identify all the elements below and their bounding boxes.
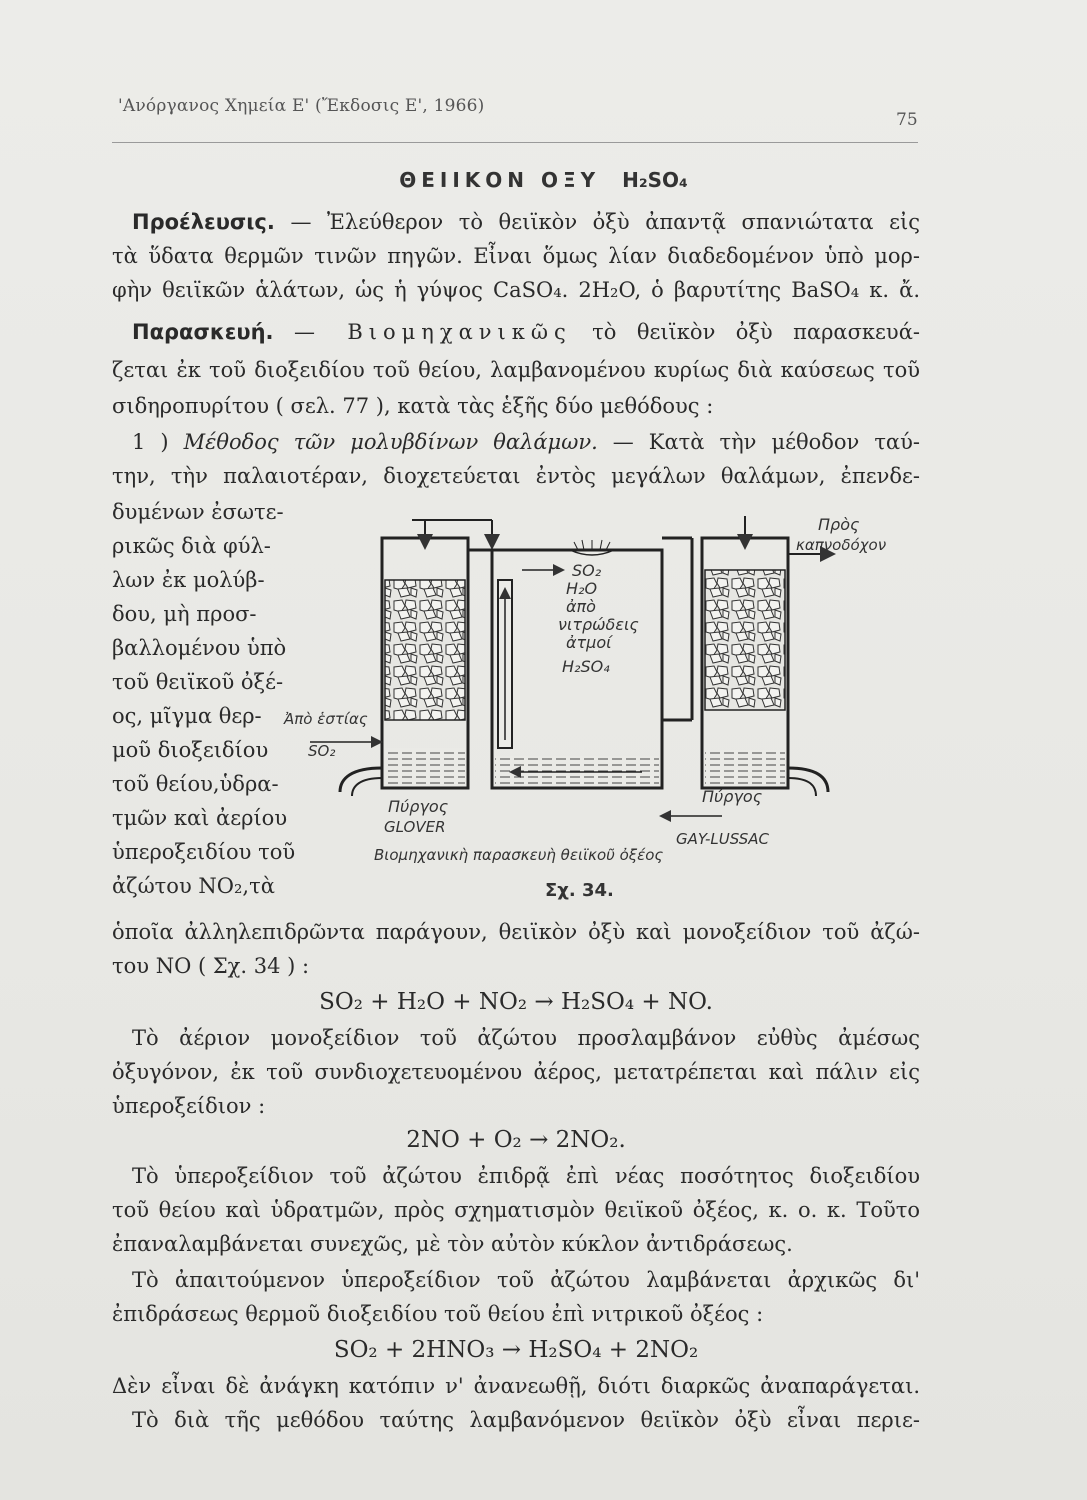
wrap-line-8: μοῦ διοξειδίου — [112, 738, 269, 762]
label-pyrgos-right: Πύργος — [702, 787, 763, 806]
running-header: 'Ανόργανος Χημεία Ε' (Ἔκδοσις Ε', 1966) — [118, 96, 485, 116]
para8-line: Τὸ διὰ τῆς μεθόδου ταύτης λαμβανόμενον θειϊκὸν ὀξὺ εἶναι περιε- — [132, 1408, 920, 1432]
para4-line2: ὀξυγόνον, ἐκ τοῦ συνδιοχετευομένου ἀέρος, μετατρέπεται καὶ πάλιν εἰς — [112, 1060, 920, 1084]
section-title-text: ΘΕΙΙΚΟΝ ΟΞΥ — [399, 168, 601, 192]
label-apo: ἀπὸ — [566, 597, 596, 616]
para1-line1 — [132, 208, 920, 236]
label-apo-estias: Ἀπὸ ἑστίας — [284, 710, 368, 728]
section-title — [0, 168, 1087, 192]
label-h2o: H₂O — [566, 579, 598, 598]
label-so2-in: SO₂ — [308, 742, 336, 760]
label-nitrodeis: νιτρώδεις — [558, 615, 639, 634]
para2-lead: Παρασκευή. — [132, 320, 274, 344]
para2-line3: σιδηροπυρίτου ( σελ. 77 ), κατὰ τὰς ἑξῆς δύο μεθόδους : — [112, 394, 714, 418]
equation-1: SO₂ + H₂O + NO₂ → H₂SO₄ + NO. — [319, 989, 713, 1015]
wrap-line-12: ἀζώτου NO₂,τὰ — [112, 874, 275, 898]
wrap-line-4: δου, μὴ προσ- — [112, 602, 257, 626]
para1-lead: Προέλευσις. — [132, 210, 275, 234]
gay-lussac-tower — [702, 516, 832, 796]
header-rule — [112, 142, 918, 143]
para1-text1: — Ἐλεύθερον τὸ θειϊκὸν ὀξὺ ἀπαντᾷ σπανιώτατα εἰς — [290, 210, 920, 234]
para2-line1 — [132, 318, 920, 346]
wrap-line-7: ος, μῖγμα θερ- — [112, 704, 262, 728]
para3-line1 — [132, 428, 920, 456]
label-so2: SO₂ — [572, 561, 602, 580]
label-gay-lussac: GAY-LUSSAC — [676, 830, 769, 848]
para2-line2: ζεται ἐκ τοῦ διοξειδίου τοῦ θείου, λαμβανομένου κυρίως διὰ καύσεως τοῦ — [112, 358, 920, 382]
wrap-line-5: βαλλομένου ὑπὸ — [112, 636, 287, 660]
label-h2so4: H₂SO₄ — [562, 657, 610, 676]
para4-line1: Τὸ ἀέριον μονοξείδιον τοῦ ἀζώτου προσλαμβάνον εὐθὺς ἀμέσως — [132, 1026, 920, 1050]
wrap-line-3: λων ἐκ μολύβ- — [112, 568, 265, 592]
para3-text1: — Κατὰ τὴν μέθοδον ταύ- — [612, 430, 920, 454]
para4-line3: ὑπεροξείδιον : — [112, 1094, 266, 1118]
para6-line2: ἐπιδράσεως θερμοῦ διοξειδίου τοῦ θείου ἐπὶ νιτρικοῦ ὀξέος : — [112, 1302, 764, 1326]
wrap-line-6: τοῦ θειϊκοῦ ὀξέ- — [112, 670, 284, 694]
label-glover: GLOVER — [384, 818, 446, 836]
page-number: 75 — [896, 110, 918, 130]
para1-line3: φὴν θειϊκῶν ἁλάτων, ὡς ἡ γύψος CaSO₄. 2H₂O, ὁ βαρυτίτης BaSO₄ κ. ἄ. — [112, 278, 920, 302]
label-kapnodochon: καπνοδόχον — [796, 536, 887, 554]
equation-3: SO₂ + 2HNO₃ → H₂SO₄ + 2NO₂ — [333, 1337, 699, 1363]
para3-num: 1 ) — [132, 430, 169, 454]
label-atmoi: ἀτμοί — [566, 633, 612, 652]
wrap-line-2: ρικῶς διὰ φύλ- — [112, 534, 271, 558]
para6-line1: Τὸ ἀπαιτούμενον ὑπεροξείδιον τοῦ ἀζώτου λαμβάνεται ἀρχικῶς δι' — [132, 1268, 920, 1292]
para3-method: Μέθοδος τῶν μολυβδίνων θαλάμων. — [183, 430, 598, 454]
section-title-formula: H₂SO₄ — [622, 168, 688, 192]
figure-subtitle: Βιομηχανικὴ παρασκευὴ θειϊκοῦ ὀξέος — [374, 846, 664, 864]
wrap-line-10: τμῶν καὶ ἀερίου — [112, 806, 288, 830]
para3-line4: του NO ( Σχ. 34 ) : — [112, 954, 310, 978]
para5-line1: Τὸ ὑπεροξείδιον τοῦ ἀζώτου ἐπιδρᾷ ἐπὶ νέας ποσότητος διοξειδίου — [132, 1164, 920, 1188]
wrap-line-11: ὑπεροξειδίου τοῦ — [112, 840, 296, 864]
label-pros: Πρὸς — [818, 515, 860, 534]
para5-line3: ἐπαναλαμβάνεται συνεχῶς, μὲ τὸν αὐτὸν κύκλον ἀντιδράσεως. — [112, 1232, 793, 1256]
equation-2: 2NO + O₂ → 2NO₂. — [406, 1127, 626, 1153]
para5-line2: τοῦ θείου καὶ ὑδρατμῶν, πρὸς σχηματισμὸν θειϊκοῦ ὀξέος, κ. ο. κ. Τοῦτο — [112, 1198, 920, 1222]
gay-lussac-glover-diagram — [262, 510, 922, 870]
glover-tower — [340, 520, 492, 796]
wrap-line-1: δυμένων ἐσωτε- — [112, 500, 284, 524]
wrap-line-9: τοῦ θείου,ὑδρα- — [112, 772, 279, 796]
label-pyrgos-left: Πύργος — [388, 797, 449, 816]
para2-text1: τὸ θειϊκὸν ὀξὺ παρασκευά- — [592, 320, 920, 344]
figure-caption: Σχ. 34. — [545, 880, 614, 901]
para2-spaced: — Βιομηχανικῶς — [293, 320, 572, 344]
para3-line2: την, τὴν παλαιοτέραν, διοχετεύεται ἐντὸς μεγάλων θαλάμων, ἐπενδε- — [112, 464, 920, 488]
para3-line3: ὁποῖα ἀλληλεπιδρῶντα παράγουν, θειϊκὸν ὀξὺ καὶ μονοξείδιον τοῦ ἀζώ- — [112, 920, 920, 944]
para7-line: Δὲν εἶναι δὲ ἀνάγκη κατόπιν ν' ἀνανεωθῇ, διότι διαρκῶς ἀναπαράγεται. — [112, 1374, 920, 1398]
para1-line2: τὰ ὕδατα θερμῶν τινῶν πηγῶν. Εἶναι ὅμως λίαν διαδεδομένον ὑπὸ μορ- — [112, 244, 920, 268]
